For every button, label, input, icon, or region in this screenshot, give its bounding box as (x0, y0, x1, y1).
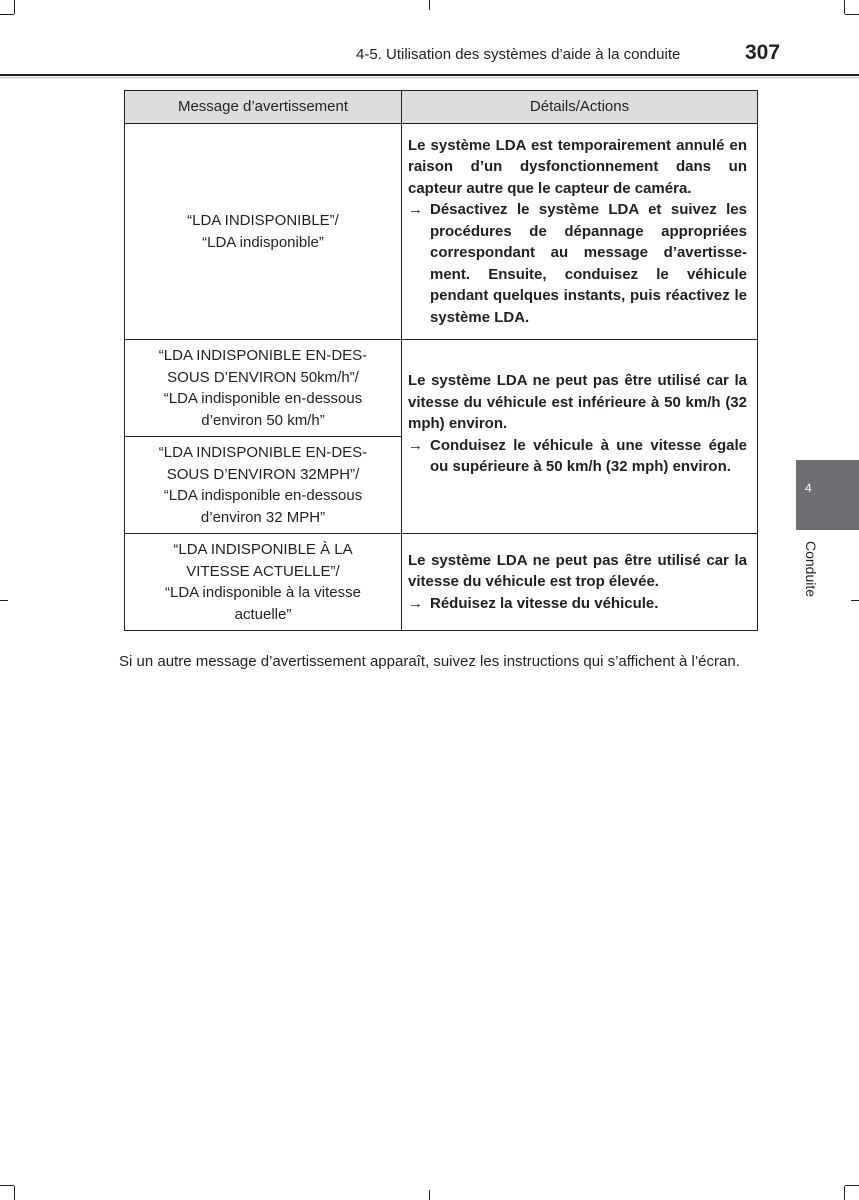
page-number: 307 (745, 41, 781, 64)
crop-mark-left-mid (0, 600, 8, 601)
crop-mark-top-right (844, 0, 845, 14)
message-line: d’environ 32 MPH” (200, 508, 326, 526)
crop-mark-top-left (14, 0, 15, 14)
chapter-tab (796, 460, 859, 530)
arrow-icon: → (408, 201, 423, 219)
crop-mark-top-center (429, 0, 430, 10)
details-cell (402, 340, 758, 534)
message-cell (125, 437, 402, 534)
crop-mark-bottom-right (844, 1186, 845, 1200)
message-line: “LDA indisponible en-dessous (163, 487, 363, 504)
message-cell (125, 340, 402, 437)
crop-mark-top-right-h (845, 14, 859, 15)
header-rule-thin (0, 77, 859, 78)
crop-mark-right-mid (851, 600, 859, 601)
arrow-icon: → (408, 594, 423, 612)
table-row (125, 124, 758, 340)
message-line: “LDA INDISPONIBLE À LA (173, 541, 353, 558)
warning-message-table (124, 90, 758, 631)
section-title: 4-5. Utilisation des systèmes d’aide à la conduite (356, 46, 681, 63)
crop-mark-bottom-center (429, 1190, 430, 1200)
table-row (125, 534, 758, 631)
message-line: SOUS D’ENVIRON 32MPH”/ (166, 465, 360, 483)
action-text: Désactivez le système LDA et suivez les procédures de dépannage appropriées correspondant au message d’avertissement. Ensuite, conduisez le véhicule pendant quelques instants, puis réactivez le système LDA. (430, 201, 747, 326)
message-line: “LDA INDISPONIBLE EN-DES- (158, 444, 368, 461)
arrow-icon: → (408, 436, 423, 454)
action-item (408, 435, 747, 478)
chapter-number: 4 (805, 481, 812, 495)
message-line: “LDA indisponible” (202, 233, 324, 251)
chapter-label: Conduite (803, 541, 819, 598)
message-line: “LDA indisponible en-dessous (163, 390, 363, 407)
message-line: d’environ 50 km/h” (201, 411, 325, 429)
message-cell (125, 534, 402, 631)
table-row (125, 340, 758, 437)
message-line: “LDA INDISPONIBLE EN-DES- (158, 347, 368, 364)
crop-mark-top-left-h (0, 14, 14, 15)
action-item (408, 593, 747, 615)
crop-mark-bottom-left-h (0, 1185, 14, 1186)
message-line: “LDA indisponible à la vitesse (165, 584, 361, 601)
detail-text: Le système LDA ne peut pas être utilisé car la vitesse du véhicule est trop élevée. (408, 551, 747, 591)
footnote-text: Si un autre message d’avertissement apparaît, suivez les instructions qui s’affichent à l’écran. (119, 653, 740, 670)
details-cell (402, 124, 758, 340)
action-text: Réduisez la vitesse du véhicule. (430, 594, 659, 612)
details-cell (402, 534, 758, 631)
message-line: “LDA INDISPONIBLE”/ (187, 212, 339, 229)
message-line: actuelle” (234, 605, 292, 623)
message-cell (125, 124, 402, 340)
column-header-message: Message d’avertissement (125, 91, 402, 124)
detail-text: Le système LDA ne peut pas être utilisé car la vitesse du véhicule est inférieure à 50 km/h (32 mph) environ. (408, 372, 747, 432)
column-header-details: Détails/Actions (402, 91, 758, 124)
header-rule (0, 74, 859, 76)
message-line: SOUS D’ENVIRON 50km/h”/ (167, 368, 359, 386)
action-item (408, 199, 747, 328)
crop-mark-bottom-left (14, 1186, 15, 1200)
table-header-row (125, 91, 758, 124)
crop-mark-bottom-right-h (845, 1185, 859, 1186)
action-text: Conduisez le véhicule à une vitesse égale ou supérieure à 50 km/h (32 mph) environ. (430, 436, 747, 475)
message-line: VITESSE ACTUELLE”/ (186, 562, 340, 580)
detail-text: Le système LDA est temporairement annulé en raison d’un dysfonctionnement dans un capteur autre que le capteur de caméra. (408, 136, 747, 197)
